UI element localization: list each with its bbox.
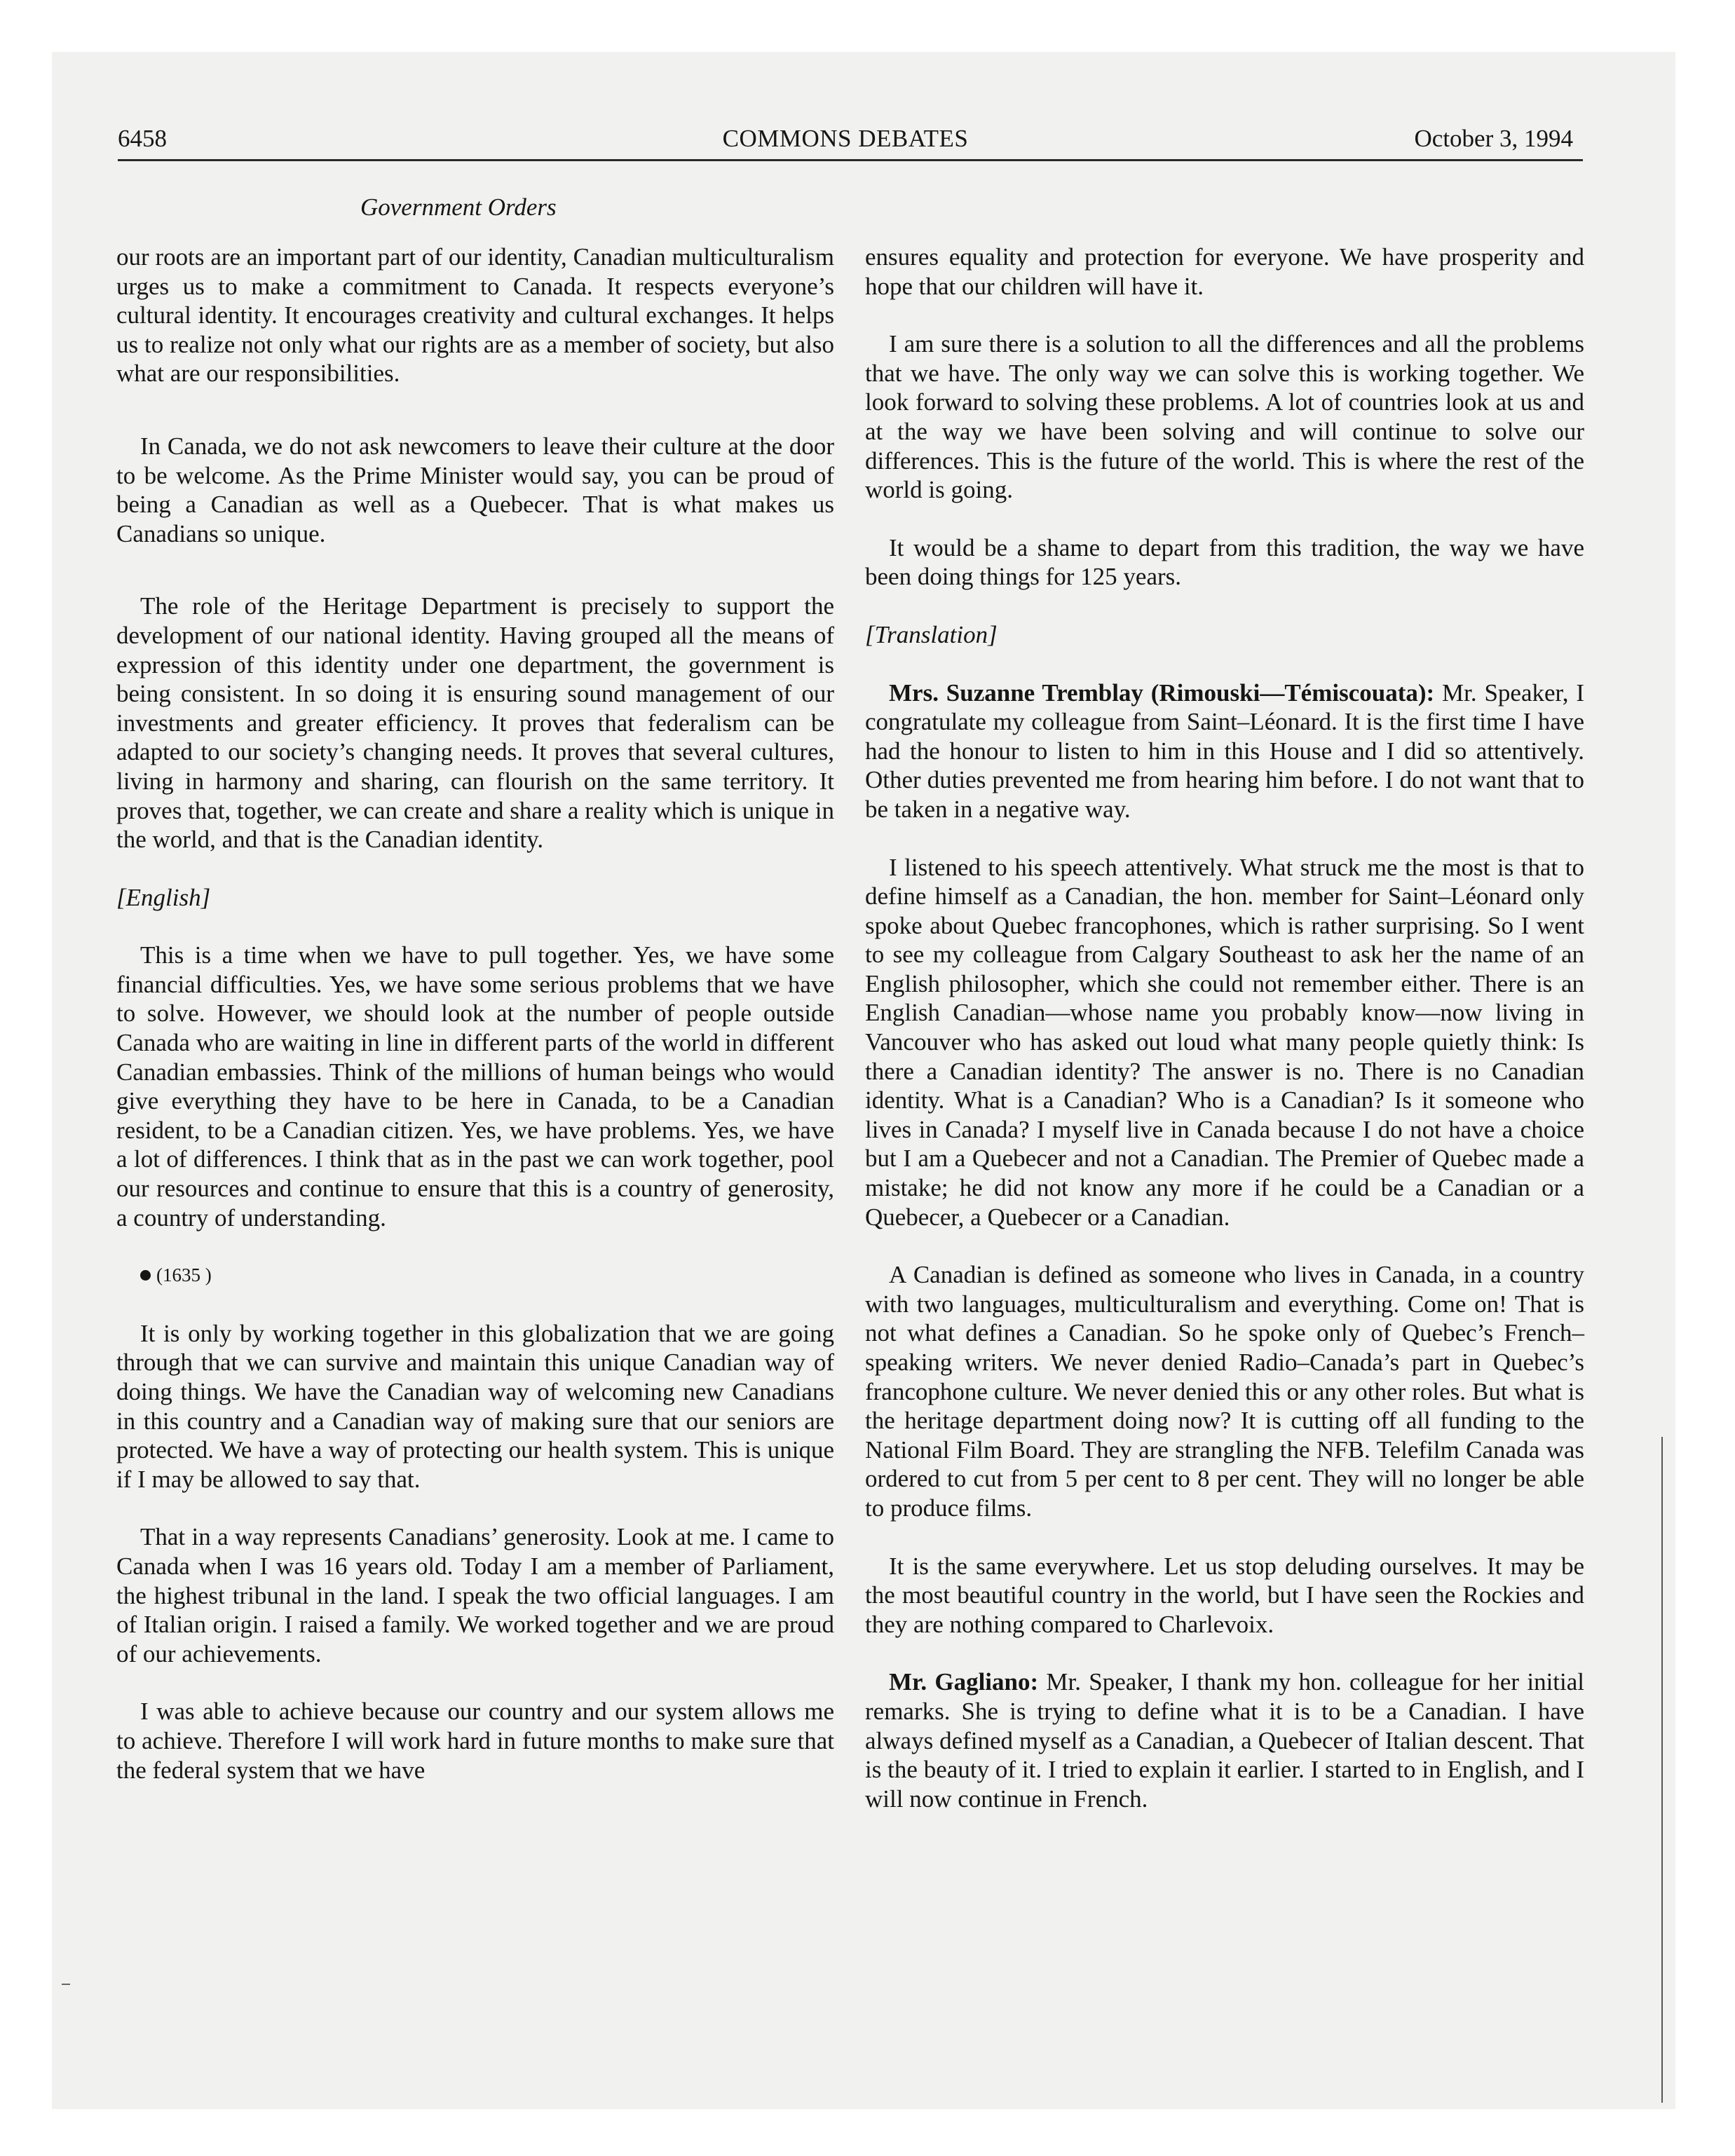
right-column xyxy=(865,243,1584,1813)
paragraph: The role of the Heritage Department is precisely to support the development of our national identity. Having grouped all the means of expression of this identity under one department, the government is being consistent. In so doing it is ensuring sound management of our investments and greater efficiency. It proves that federalism can be adapted to our society’s changing needs. It proves that several cultures, living in harmony and sharing, can flourish on the same territory. It proves that, together, we can create and share a reality which is unique in the world, and that is the Canadian identity. xyxy=(116,592,834,854)
paragraph: I listened to his speech attentively. What struck me the most is that to define himself as a Canadian, the hon. member for Saint–Léonard only spoke about Quebec francophones, which is rather surprising. So I went to see my colleague from Calgary Southeast to ask her the name of an English philosopher, which she could not remember either. There is an English Canadian—whose name you probably know—now living in Vancouver who has asked out loud what many people quietly think: Is there a Canadian identity? The answer is no. There is no Canadian identity. What is a Canadian? Who is a Canadian? Is it someone who lives in Canada? I myself live in Canada because I do not have a choice but I am a Quebecer and not a Canadian. The Premier of Quebec made a mistake; he did not know any more if he could be a Canadian or a Quebecer, a Quebecer or a Canadian. xyxy=(865,853,1584,1231)
speech-paragraph xyxy=(865,678,1584,824)
header-rule xyxy=(118,159,1583,161)
speech-text: Mr. Speaker, I thank my hon. colleague for her initial remarks. She is trying to define what it is to be a Canadian. I have always defined myself as a Canadian, a Quebecer of Italian descent. That is the beauty of it. I tried to explain it earlier. I started to in English, and I will now continue in French. xyxy=(865,1668,1584,1813)
paragraph: I was able to achieve because our country and our system allows me to achieve. Therefore I will work hard in future months to make sure that the federal system that we have xyxy=(116,1698,834,1784)
language-label: [English] xyxy=(116,883,211,911)
publication-date: October 3, 1994 xyxy=(1414,125,1573,152)
paragraph: ensures equality and protection for everyone. We have prosperity and hope that our children will have it. xyxy=(865,243,1584,300)
language-label: [Translation] xyxy=(865,620,998,648)
paragraph: That in a way represents Canadians’ generosity. Look at me. I came to Canada when I was 16 years old. Today I am a member of Parliament, the highest tribunal in the land. I speak the two official languages. I am of Italian origin. I raised a family. We worked together and we are proud of our achievements. xyxy=(116,1523,834,1667)
scan-edge-mark xyxy=(1661,1437,1663,2103)
bullet-icon xyxy=(140,1270,151,1281)
left-column xyxy=(116,243,834,1785)
timestamp-text: (1635 ) xyxy=(156,1264,212,1286)
paragraph: our roots are an important part of our identity, Canadian multiculturalism urges us to make a commitment to Canada. It respects everyone’s cultural identity. It encourages creativity and cultural exchanges. It helps us to realize not only what our rights are as a member of society, but also what are our responsibilities. xyxy=(116,243,834,388)
paragraph: A Canadian is defined as someone who lives in Canada, in a country with two languages, multiculturalism and everything. Come on! That is not what defines a Canadian. So he spoke only of Quebec’s French–speaking writers. We never denied Radio–Canada’s part in Quebec’s francophone culture. We never denied this or any other roles. But what is the heritage department doing now? It is cutting off all funding to the National Film Board. They are strangling the NFB. Telefilm Canada was ordered to cut from 5 per cent to 8 per cent. They will no longer be able to produce films. xyxy=(865,1261,1584,1522)
paragraph: This is a time when we have to pull together. Yes, we have some financial difficulties. Yes, we have some serious problems that we have to solve. However, we should look at the number of people outside Canada who are waiting in line in different parts of the world in different Canadian embassies. Think of the millions of human beings who would give everything they have to be here in Canada, to be a Canadian resident, to be a Canadian citizen. Yes, we have problems. Yes, we have a lot of differences. I think that as in the past we can work together, pool our resources and continue to ensure that this is a country of generosity, a country of understanding. xyxy=(116,941,834,1231)
publication-title: COMMONS DEBATES xyxy=(722,125,969,152)
speech-text: Mr. Speaker, I congratulate my colleague from Saint–Léonard. It is the first time I have had the honour to listen to him in this House and I did so attentively. Other duties prevented me from hearing him before. I do not want that to be taken in a negative way. xyxy=(865,678,1584,823)
speaker-name: Mrs. Suzanne Tremblay (Rimouski—Témiscouata): xyxy=(889,678,1435,707)
paragraph: In Canada, we do not ask newcomers to leave their culture at the door to be welcome. As the Prime Minister would say, you can be proud of being a Canadian as well as a Quebecer. That is what makes us Canadians so unique. xyxy=(116,432,834,547)
paragraph: It is only by working together in this globalization that we are going through that we can survive and maintain this unique Canadian way of doing things. We have the Canadian way of welcoming new Canadians in this country and a Canadian way of making sure that our seniors are protected. We have a way of protecting our health system. This is unique if I may be allowed to say that. xyxy=(116,1319,834,1493)
speaker-name: Mr. Gagliano: xyxy=(889,1668,1039,1696)
page-header xyxy=(118,121,1573,157)
section-label: Government Orders xyxy=(360,193,557,221)
speech-paragraph xyxy=(865,1667,1584,1813)
paragraph: I am sure there is a solution to all the differences and all the problems that we have. The only way we can solve this is working together. We look forward to solving these problems. A lot of countries look at us and at the way we have been solving and will continue to solve our differences. This is the future of the world. This is where the rest of the world is going. xyxy=(865,330,1584,504)
timestamp xyxy=(116,1261,834,1290)
paragraph: It is the same everywhere. Let us stop deluding ourselves. It may be the most beautiful country in the world, but I have seen the Rockies and they are nothing compared to Charlevoix. xyxy=(865,1552,1584,1638)
page-number: 6458 xyxy=(118,125,167,152)
scan-artifact xyxy=(62,1984,70,1985)
paragraph: It would be a shame to depart from this tradition, the way we have been doing things for 125 years. xyxy=(865,533,1584,591)
